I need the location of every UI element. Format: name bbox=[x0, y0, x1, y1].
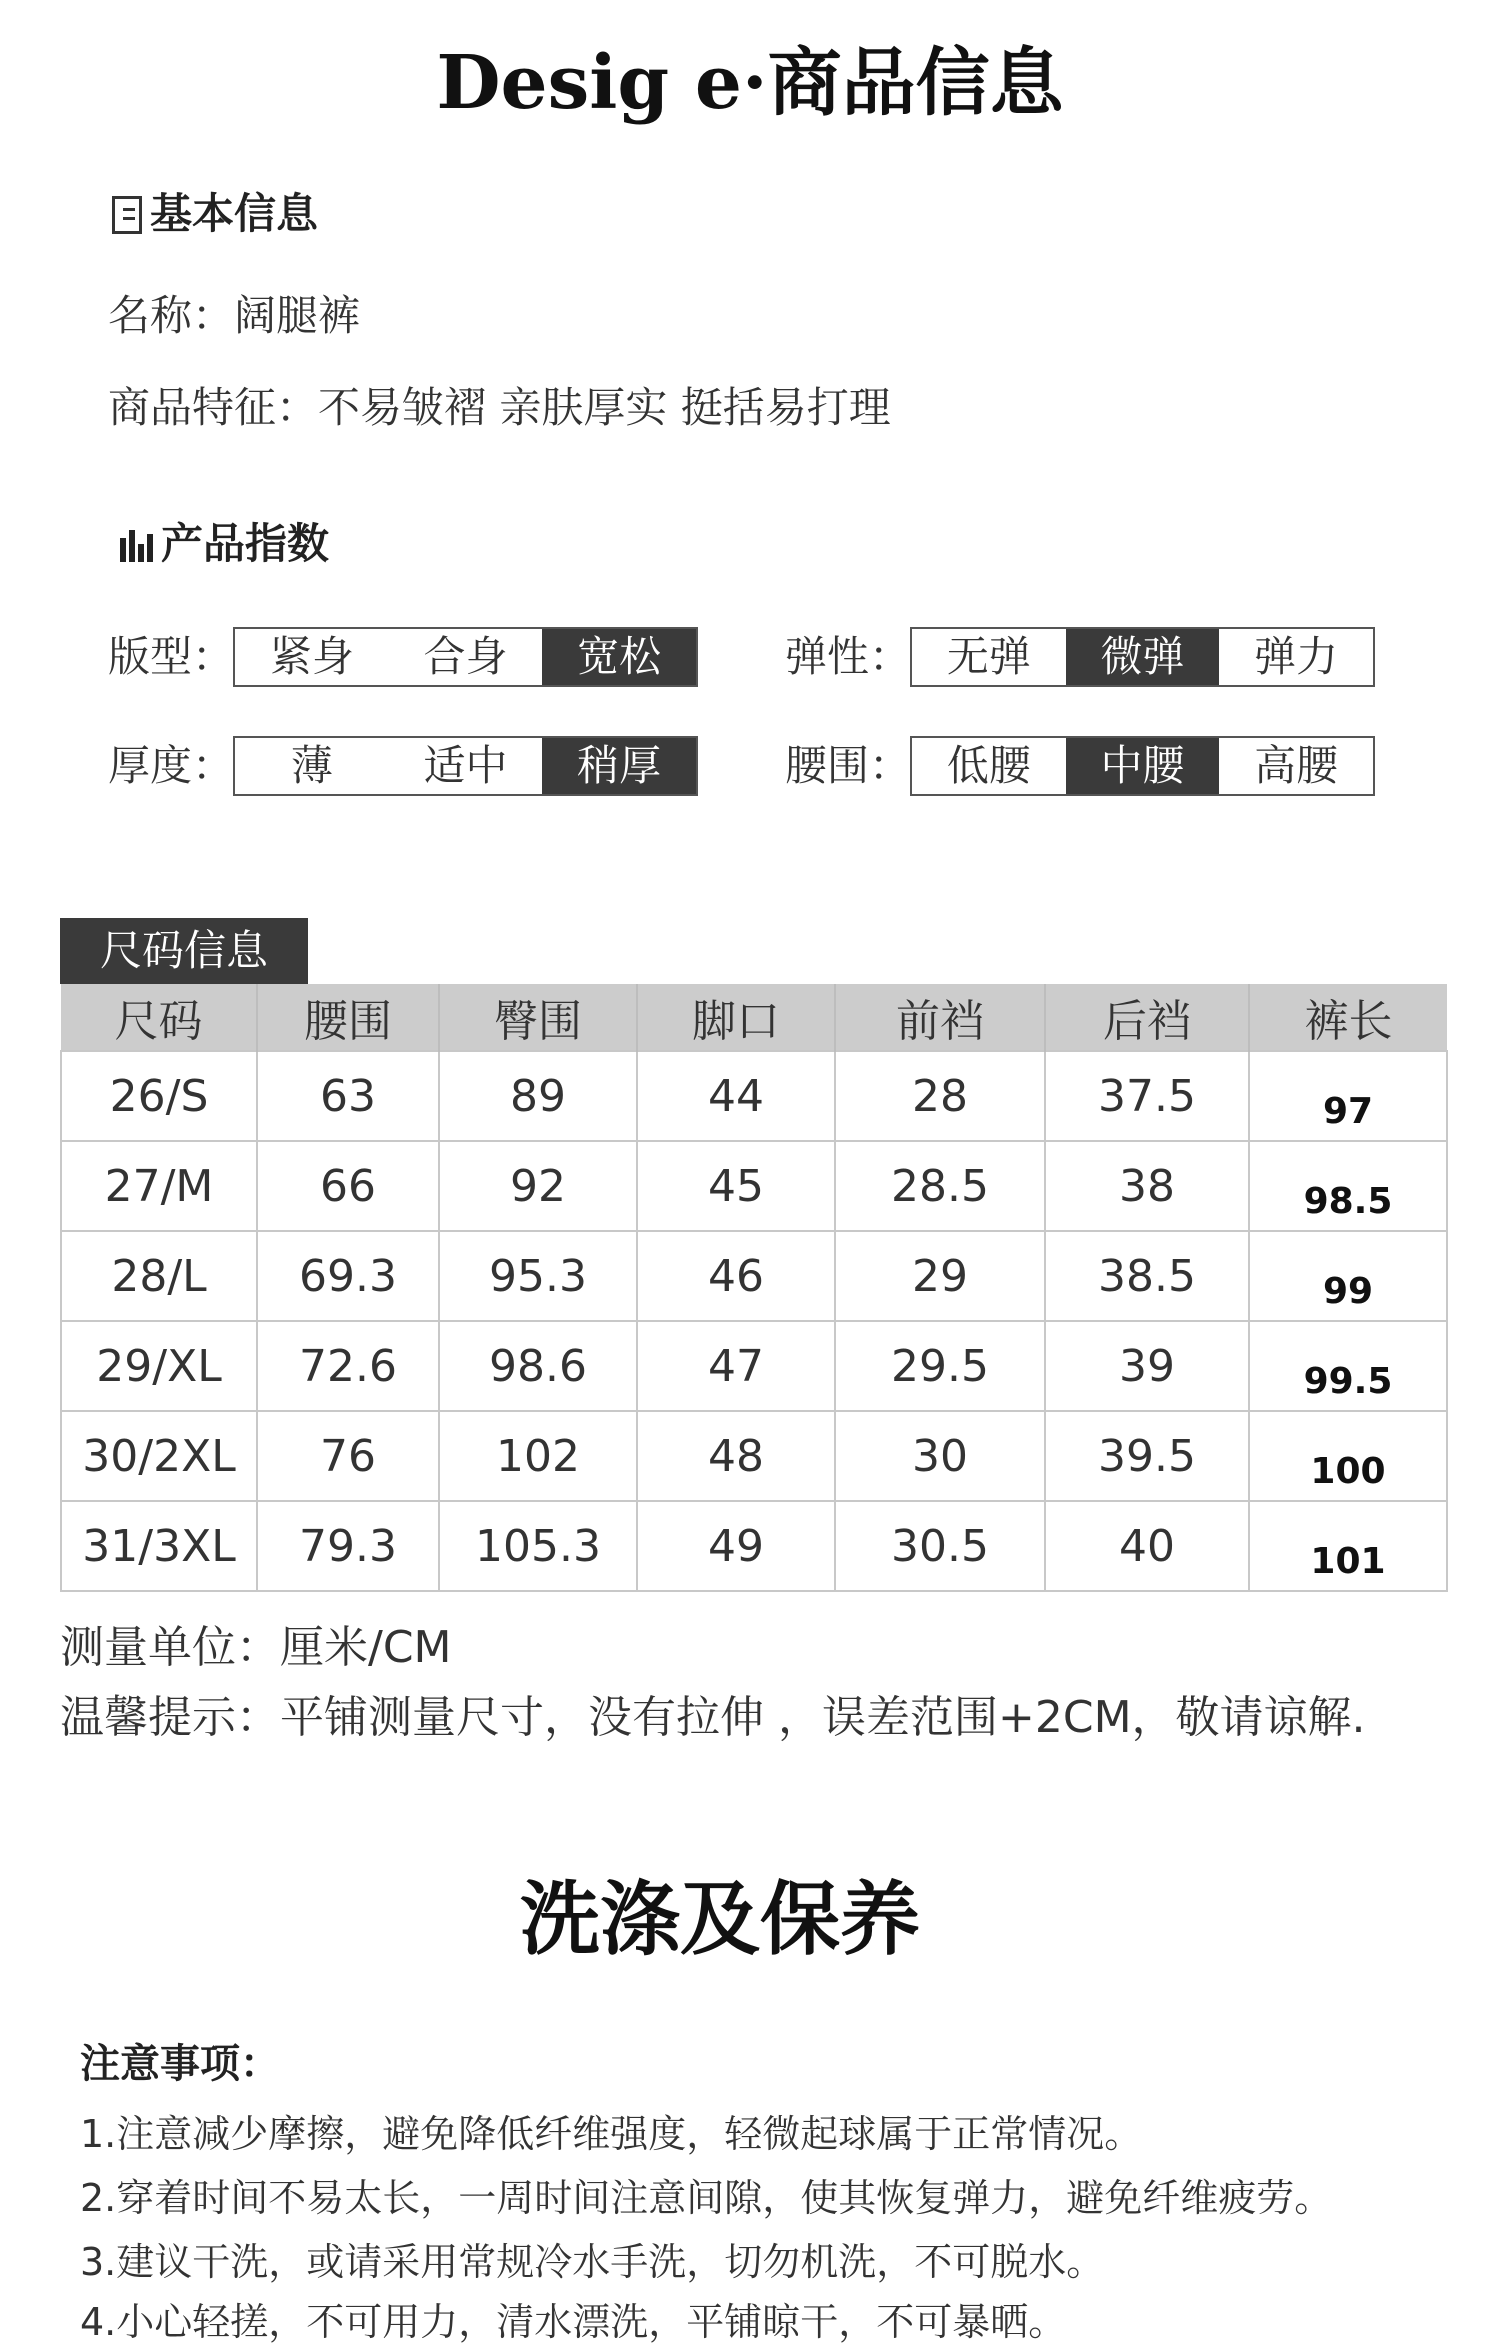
column-header: 裤长 bbox=[1249, 984, 1447, 1051]
table-cell: 28 bbox=[835, 1051, 1045, 1141]
table-cell: 95.3 bbox=[439, 1231, 637, 1321]
product-features: 商品特征：不易皱褶 亲肤厚实 挺括易打理 bbox=[108, 383, 891, 432]
table-cell: 98.6 bbox=[439, 1321, 637, 1411]
size-table bbox=[60, 984, 1448, 1592]
index-label-waist: 腰围： bbox=[785, 741, 912, 790]
index-label-fit: 版型： bbox=[108, 632, 235, 681]
table-cell: 26/S bbox=[61, 1051, 257, 1141]
table-cell: 63 bbox=[257, 1051, 439, 1141]
table-cell: 99 bbox=[1249, 1231, 1447, 1321]
index-scale-fit bbox=[233, 627, 698, 687]
table-cell: 29/XL bbox=[61, 1321, 257, 1411]
table-cell: 30 bbox=[835, 1411, 1045, 1501]
table-cell: 100 bbox=[1249, 1411, 1447, 1501]
table-cell: 31/3XL bbox=[61, 1501, 257, 1591]
measurement-tip-note: 温馨提示：平铺测量尺寸，没有拉伸 ，误差范围+2CM，敬请谅解. bbox=[60, 1692, 1366, 1743]
table-cell: 29 bbox=[835, 1231, 1045, 1321]
product-index-heading-text: 产品指数 bbox=[161, 519, 330, 568]
index-option: 低腰 bbox=[946, 741, 1031, 790]
care-note-item: 1.注意减少摩擦，避免降低纤维强度，轻微起球属于正常情况。 bbox=[80, 2112, 1143, 2156]
table-cell: 66 bbox=[257, 1141, 439, 1231]
index-option: 适中 bbox=[423, 741, 508, 790]
column-header: 臀围 bbox=[439, 984, 637, 1051]
index-option: 合身 bbox=[423, 632, 508, 681]
table-cell: 38 bbox=[1045, 1141, 1249, 1231]
table-cell: 98.5 bbox=[1249, 1141, 1447, 1231]
table-cell: 105.3 bbox=[439, 1501, 637, 1591]
table-cell: 46 bbox=[637, 1231, 835, 1321]
wash-care-title: 洗涤及保养 bbox=[520, 1873, 920, 1966]
table-row bbox=[61, 1141, 1447, 1231]
index-label-elasticity: 弹性： bbox=[785, 632, 912, 681]
table-row bbox=[61, 1501, 1447, 1591]
index-option: 无弹 bbox=[946, 632, 1031, 681]
table-cell: 69.3 bbox=[257, 1231, 439, 1321]
size-info-tag: 尺码信息 bbox=[60, 918, 308, 984]
care-note-item: 4.小心轻搓，不可用力，清水漂洗，平铺晾干，不可暴晒。 bbox=[80, 2300, 1067, 2344]
column-header: 后裆 bbox=[1045, 984, 1249, 1051]
table-cell: 49 bbox=[637, 1501, 835, 1591]
column-header: 前裆 bbox=[835, 984, 1045, 1051]
table-cell: 39 bbox=[1045, 1321, 1249, 1411]
product-index-heading bbox=[120, 516, 329, 572]
index-label-thickness: 厚度： bbox=[108, 741, 235, 790]
product-name: 名称：阔腿裤 bbox=[108, 291, 361, 340]
column-header: 腰围 bbox=[257, 984, 439, 1051]
table-cell: 48 bbox=[637, 1411, 835, 1501]
care-notes-heading: 注意事项： bbox=[80, 2041, 280, 2087]
table-cell: 28.5 bbox=[835, 1141, 1045, 1231]
index-scale-elasticity bbox=[910, 627, 1375, 687]
basic-info-heading-text: 基本信息 bbox=[150, 189, 319, 238]
table-cell: 30.5 bbox=[835, 1501, 1045, 1591]
table-row bbox=[61, 1231, 1447, 1321]
table-cell: 38.5 bbox=[1045, 1231, 1249, 1321]
table-cell: 79.3 bbox=[257, 1501, 439, 1591]
index-option: 弹力 bbox=[1254, 632, 1339, 681]
index-option-selected: 中腰 bbox=[1066, 738, 1220, 794]
table-cell: 76 bbox=[257, 1411, 439, 1501]
table-cell: 40 bbox=[1045, 1501, 1249, 1591]
index-scale-thickness bbox=[233, 736, 698, 796]
basic-info-heading bbox=[112, 186, 318, 242]
table-cell: 97 bbox=[1249, 1051, 1447, 1141]
table-cell: 101 bbox=[1249, 1501, 1447, 1591]
index-option-selected: 宽松 bbox=[542, 629, 696, 685]
table-cell: 37.5 bbox=[1045, 1051, 1249, 1141]
page-title: Desig e·商品信息 bbox=[436, 40, 1064, 126]
size-table-header-row bbox=[61, 984, 1447, 1051]
index-option: 紧身 bbox=[269, 632, 354, 681]
care-note-item: 2.穿着时间不易太长，一周时间注意间隙，使其恢复弹力，避免纤维疲劳。 bbox=[80, 2176, 1333, 2220]
table-cell: 99.5 bbox=[1249, 1321, 1447, 1411]
measurement-unit-note: 测量单位：厘米/CM bbox=[60, 1622, 452, 1673]
bar-chart-icon bbox=[120, 530, 153, 562]
care-note-item: 3.建议干洗，或请采用常规冷水手洗，切勿机洗，不可脱水。 bbox=[80, 2240, 1105, 2284]
index-scale-waist bbox=[910, 736, 1375, 796]
index-option: 薄 bbox=[290, 741, 333, 790]
table-cell: 29.5 bbox=[835, 1321, 1045, 1411]
document-icon bbox=[112, 196, 142, 234]
table-row bbox=[61, 1051, 1447, 1141]
index-option-selected: 微弹 bbox=[1066, 629, 1220, 685]
table-cell: 92 bbox=[439, 1141, 637, 1231]
table-cell: 30/2XL bbox=[61, 1411, 257, 1501]
column-header: 尺码 bbox=[61, 984, 257, 1051]
table-cell: 39.5 bbox=[1045, 1411, 1249, 1501]
table-cell: 28/L bbox=[61, 1231, 257, 1321]
index-option: 高腰 bbox=[1254, 741, 1339, 790]
table-cell: 44 bbox=[637, 1051, 835, 1141]
table-cell: 47 bbox=[637, 1321, 835, 1411]
column-header: 脚口 bbox=[637, 984, 835, 1051]
table-cell: 72.6 bbox=[257, 1321, 439, 1411]
table-row bbox=[61, 1321, 1447, 1411]
table-row bbox=[61, 1411, 1447, 1501]
table-cell: 89 bbox=[439, 1051, 637, 1141]
table-cell: 27/M bbox=[61, 1141, 257, 1231]
table-cell: 45 bbox=[637, 1141, 835, 1231]
table-cell: 102 bbox=[439, 1411, 637, 1501]
index-option-selected: 稍厚 bbox=[542, 738, 696, 794]
